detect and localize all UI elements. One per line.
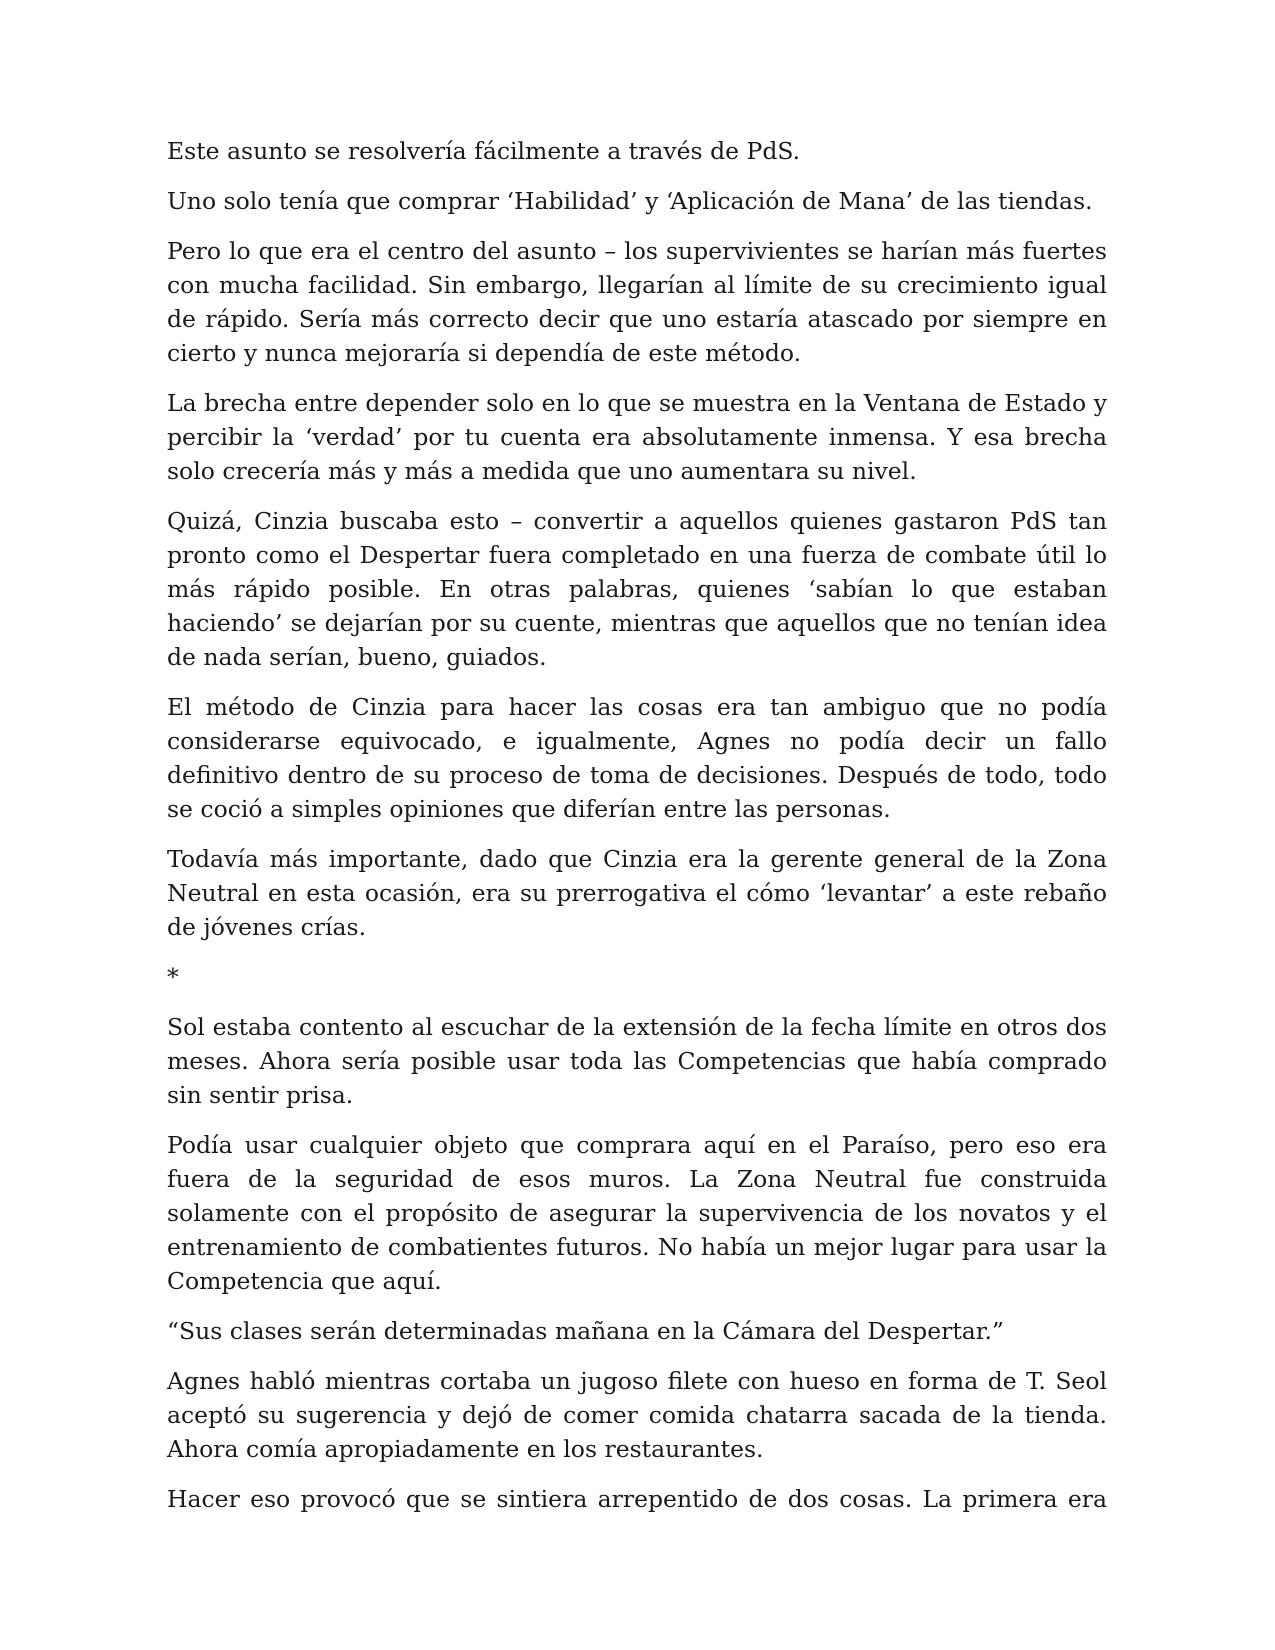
paragraph: Sol estaba contento al escuchar de la extensión de la fecha límite en otros dos meses. Ahora sería posible usar toda las Competencias que había comprado sin sentir prisa. bbox=[167, 1013, 1107, 1109]
document-page bbox=[167, 134, 1107, 1532]
paragraph: Podía usar cualquier objeto que comprara aquí en el Paraíso, pero eso era fuera de la seguridad de esos muros. La Zona Neutral fue construida solamente con el propósito de asegurar la supervivencia de los novatos y el entrenamiento de combatientes futuros. No había un mejor lugar para usar la Competencia que aquí. bbox=[167, 1131, 1107, 1295]
paragraph: La brecha entre depender solo en lo que se muestra en la Ventana de Estado y percibir la ‘verdad’ por tu cuenta era absolutamente inmensa. Y esa brecha solo crecería más y más a medida que uno aumentara su nivel. bbox=[167, 389, 1107, 485]
paragraph: El método de Cinzia para hacer las cosas era tan ambiguo que no podía considerarse equivocado, e igualmente, Agnes no podía decir un fallo definitivo dentro de su proceso de toma de decisiones. Después de todo, todo se coció a simples opiniones que diferían entre las personas. bbox=[167, 693, 1107, 823]
dialogue-paragraph: “Sus clases serán determinadas mañana en la Cámara del Despertar.” bbox=[167, 1317, 1004, 1345]
paragraph: Hacer eso provocó que se sintiera arrepentido de dos cosas. La primera era bbox=[167, 1485, 1107, 1513]
paragraph: Pero lo que era el centro del asunto – los supervivientes se harían más fuertes con mucha facilidad. Sin embargo, llegarían al límite de su crecimiento igual de rápido. Sería más correcto decir que uno estaría atascado por siempre en cierto y nunca mejoraría si dependía de este método. bbox=[167, 237, 1107, 367]
paragraph: Todavía más importante, dado que Cinzia era la gerente general de la Zona Neutral en esta ocasión, era su prerrogativa el cómo ‘levantar’ a este rebaño de jóvenes crías. bbox=[167, 845, 1107, 941]
paragraph: Este asunto se resolvería fácilmente a través de PdS. bbox=[167, 137, 801, 165]
paragraph: Uno solo tenía que comprar ‘Habilidad’ y ‘Aplicación de Mana’ de las tiendas. bbox=[167, 187, 1093, 215]
paragraph: Quizá, Cinzia buscaba esto – convertir a aquellos quienes gastaron PdS tan pronto como el Despertar fuera completado en una fuerza de combate útil lo más rápido posible. En otras palabras, quienes ‘sabían lo que estaban haciendo’ se dejarían por su cuente, mientras que aquellos que no tenían idea de nada serían, bueno, guiados. bbox=[167, 507, 1107, 671]
paragraph: Agnes habló mientras cortaba un jugoso filete con hueso en forma de T. Seol aceptó su sugerencia y dejó de comer comida chatarra sacada de la tienda. Ahora comía apropiadamente en los restaurantes. bbox=[167, 1367, 1107, 1463]
scene-break: * bbox=[167, 963, 179, 991]
